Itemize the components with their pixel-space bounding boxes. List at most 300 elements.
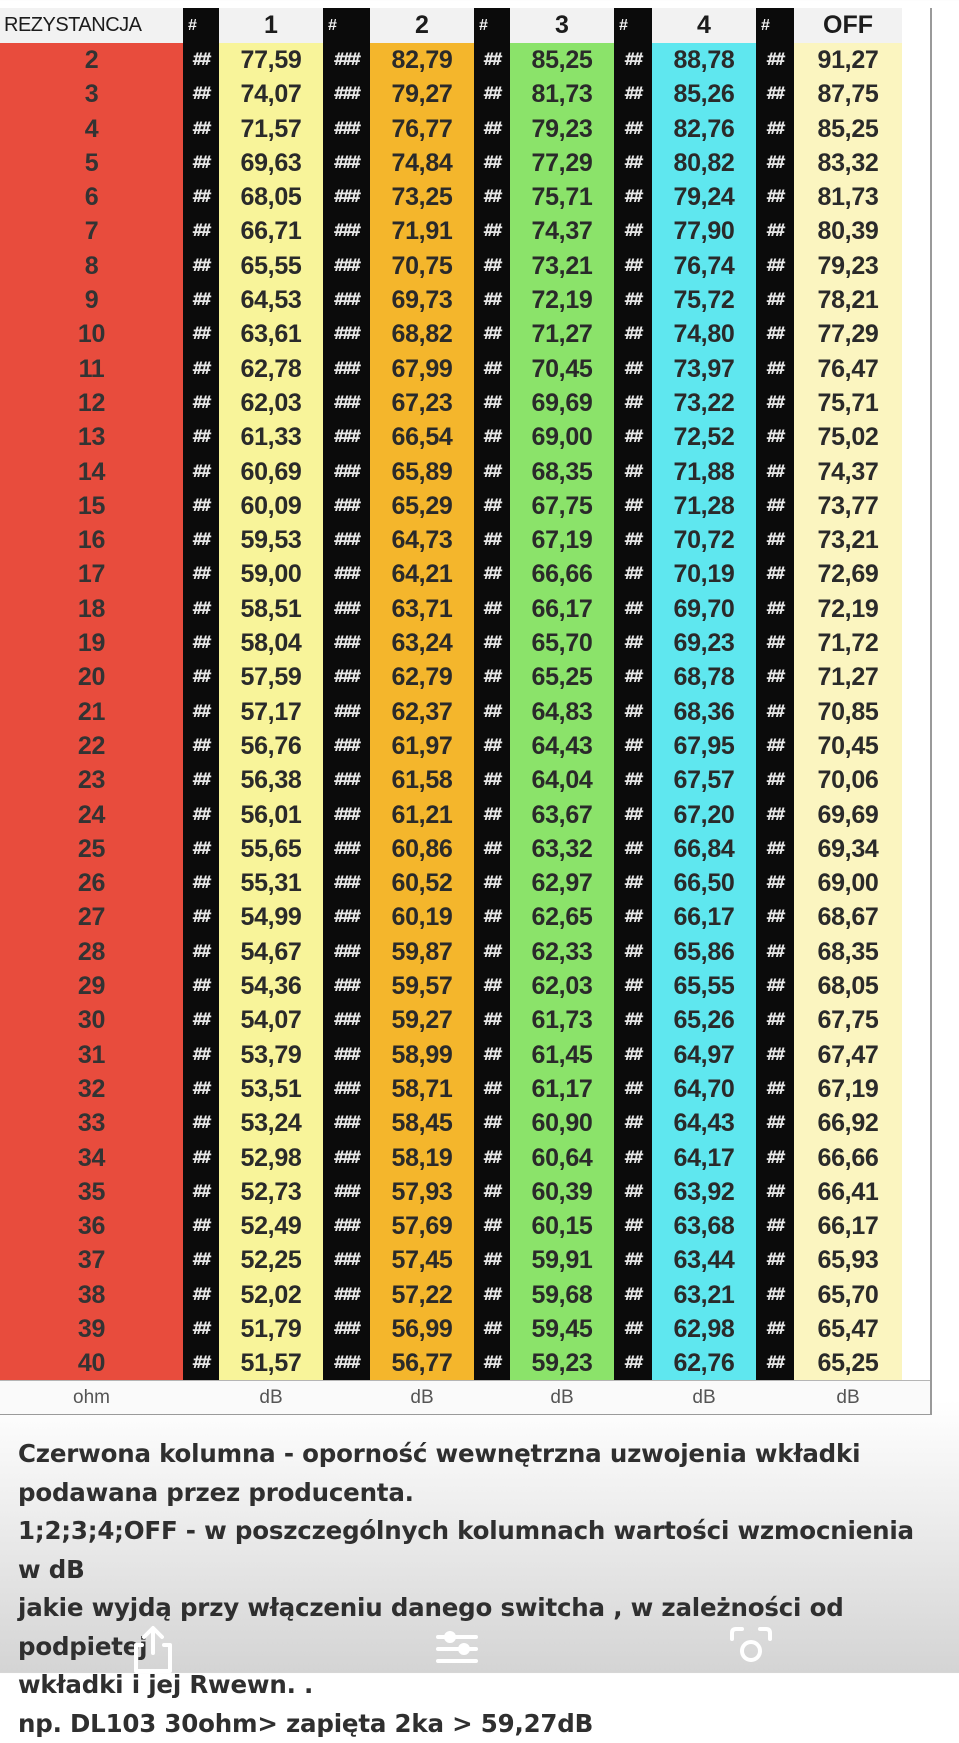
overflow-cell: ## <box>616 523 650 557</box>
overflow-cell: ## <box>185 660 217 694</box>
gain-cell: 67,75 <box>510 489 614 523</box>
overflow-cell: ## <box>758 969 792 1003</box>
gain-cell: 77,90 <box>652 214 756 248</box>
gain-cell: 80,39 <box>794 214 902 248</box>
gain-cell: 67,99 <box>370 352 474 386</box>
lens-icon[interactable] <box>726 1623 776 1673</box>
gain-cell: 72,19 <box>794 592 902 626</box>
overflow-cell: ## <box>476 283 508 317</box>
overflow-cell: ## <box>616 626 650 660</box>
gain-cell: 65,25 <box>510 660 614 694</box>
gain-cell: 75,71 <box>794 386 902 420</box>
overflow-cell: ## <box>476 832 508 866</box>
gain-cell: 68,78 <box>652 660 756 694</box>
gain-cell: 79,23 <box>794 249 902 283</box>
gain-cell: 57,69 <box>370 1209 474 1243</box>
overflow-cell: ## <box>616 283 650 317</box>
gain-cell: 63,32 <box>510 832 614 866</box>
gain-cell: 61,17 <box>510 1072 614 1106</box>
overflow-cell: ## <box>185 1003 217 1037</box>
column-divider <box>217 8 219 1380</box>
gain-cell: 65,93 <box>794 1243 902 1277</box>
overflow-cell: ## <box>758 1278 792 1312</box>
gain-cell: 60,90 <box>510 1106 614 1140</box>
gain-cell: 62,78 <box>219 352 323 386</box>
overflow-cell: ## <box>758 1072 792 1106</box>
gain-cell: 60,52 <box>370 866 474 900</box>
gain-cell: 69,70 <box>652 592 756 626</box>
gain-cell: 85,25 <box>510 43 614 77</box>
overflow-cell: ## <box>476 866 508 900</box>
overflow-cell: ## <box>185 695 217 729</box>
table-grid <box>0 8 930 1380</box>
overflow-cell: ## <box>185 146 217 180</box>
overflow-cell: ## <box>758 557 792 591</box>
overflow-cell: ## <box>185 1346 217 1380</box>
resistance-cell: 17 <box>0 557 183 591</box>
overflow-cell: ## <box>185 386 217 420</box>
overflow-column <box>185 8 217 1380</box>
overflow-cell: ## <box>185 489 217 523</box>
resistance-cell: 30 <box>0 1003 183 1037</box>
overflow-cell: ### <box>325 798 368 832</box>
column-divider <box>368 8 370 1380</box>
overflow-cell: ## <box>476 1346 508 1380</box>
overflow-cell: ## <box>476 420 508 454</box>
overflow-cell: ## <box>476 1312 508 1346</box>
gain-cell: 59,45 <box>510 1312 614 1346</box>
gain-cell: 67,23 <box>370 386 474 420</box>
overflow-cell: ## <box>758 695 792 729</box>
gain-cell: 68,36 <box>652 695 756 729</box>
overflow-cell: ### <box>325 1243 368 1277</box>
gain-cell: 66,66 <box>794 1141 902 1175</box>
gain-cell: 61,97 <box>370 729 474 763</box>
overflow-cell: ## <box>616 180 650 214</box>
gain-cell: 58,45 <box>370 1106 474 1140</box>
gain-cell: 53,51 <box>219 1072 323 1106</box>
gain-cell: 67,20 <box>652 798 756 832</box>
gain-cell: 62,76 <box>652 1346 756 1380</box>
gain-cell: 81,73 <box>510 77 614 111</box>
gain-cell: 64,73 <box>370 523 474 557</box>
gain-cell: 68,35 <box>794 935 902 969</box>
gain-cell: 52,73 <box>219 1175 323 1209</box>
column-1 <box>219 8 323 1380</box>
overflow-cell: ## <box>476 112 508 146</box>
gain-cell: 74,84 <box>370 146 474 180</box>
resistance-cell: 4 <box>0 112 183 146</box>
gain-cell: 54,99 <box>219 900 323 934</box>
gain-cell: 69,69 <box>794 798 902 832</box>
gain-cell: 64,04 <box>510 763 614 797</box>
gain-cell: 65,55 <box>219 249 323 283</box>
overflow-cell: ### <box>325 455 368 489</box>
resistance-cell: 7 <box>0 214 183 248</box>
resistance-cell: 32 <box>0 1072 183 1106</box>
overflow-cell: ## <box>185 1141 217 1175</box>
overflow-cell: ## <box>758 1175 792 1209</box>
column-divider <box>474 8 476 1380</box>
gain-cell: 66,71 <box>219 214 323 248</box>
gain-cell: 60,86 <box>370 832 474 866</box>
overflow-cell: ## <box>185 352 217 386</box>
overflow-cell: ## <box>476 146 508 180</box>
overflow-cell: ## <box>476 1141 508 1175</box>
overflow-header: # <box>758 8 792 43</box>
gain-cell: 52,49 <box>219 1209 323 1243</box>
overflow-header: # <box>185 8 217 43</box>
gain-cell: 55,65 <box>219 832 323 866</box>
unit-label: dB <box>510 1381 614 1414</box>
overflow-cell: ## <box>476 1106 508 1140</box>
overflow-cell: ## <box>185 523 217 557</box>
gain-cell: 54,67 <box>219 935 323 969</box>
gain-cell: 65,25 <box>794 1346 902 1380</box>
gain-cell: 64,83 <box>510 695 614 729</box>
overflow-cell: ## <box>758 1209 792 1243</box>
overflow-cell: ## <box>758 214 792 248</box>
overflow-cell: ### <box>325 695 368 729</box>
overflow-cell: ### <box>325 1346 368 1380</box>
overflow-cell: ## <box>616 1072 650 1106</box>
overflow-cell: ### <box>325 900 368 934</box>
gain-cell: 69,69 <box>510 386 614 420</box>
gain-cell: 65,55 <box>652 969 756 1003</box>
gain-cell: 59,00 <box>219 557 323 591</box>
resistance-cell: 39 <box>0 1312 183 1346</box>
overflow-cell: ## <box>616 112 650 146</box>
unit-label: ohm <box>0 1381 183 1414</box>
overflow-cell: ## <box>616 1038 650 1072</box>
gain-cell: 58,99 <box>370 1038 474 1072</box>
overflow-cell: ## <box>185 832 217 866</box>
overflow-cell: ## <box>185 420 217 454</box>
column-divider <box>650 8 652 1380</box>
gain-cell: 65,29 <box>370 489 474 523</box>
overflow-header: # <box>616 8 650 43</box>
gain-cell: 61,58 <box>370 763 474 797</box>
overflow-cell: ### <box>325 214 368 248</box>
gain-cell: 61,21 <box>370 798 474 832</box>
resistance-cell: 34 <box>0 1141 183 1175</box>
overflow-cell: ## <box>185 317 217 351</box>
resistance-cell: 2 <box>0 43 183 77</box>
resistance-cell: 9 <box>0 283 183 317</box>
overflow-cell: ## <box>758 77 792 111</box>
gain-cell: 82,79 <box>370 43 474 77</box>
note-line: Czerwona kolumna - oporność wewnętrzna uzwojenia wkładki <box>18 1435 943 1474</box>
gain-cell: 77,59 <box>219 43 323 77</box>
gain-cell: 69,00 <box>510 420 614 454</box>
overflow-cell: ## <box>185 900 217 934</box>
resistance-cell: 15 <box>0 489 183 523</box>
gain-cell: 66,41 <box>794 1175 902 1209</box>
resistance-cell: 12 <box>0 386 183 420</box>
resistance-cell: 16 <box>0 523 183 557</box>
gain-cell: 79,24 <box>652 180 756 214</box>
gain-cell: 72,52 <box>652 420 756 454</box>
overflow-cell: ## <box>758 1243 792 1277</box>
overflow-cell: ### <box>325 1312 368 1346</box>
gain-cell: 68,67 <box>794 900 902 934</box>
edit-adjust-icon[interactable] <box>432 1623 482 1673</box>
resistance-cell: 25 <box>0 832 183 866</box>
overflow-cell: ## <box>616 1209 650 1243</box>
overflow-cell: ### <box>325 1038 368 1072</box>
gain-cell: 62,33 <box>510 935 614 969</box>
explanation-note <box>18 1435 943 1743</box>
gain-cell: 65,86 <box>652 935 756 969</box>
gain-cell: 66,17 <box>794 1209 902 1243</box>
column-divider <box>183 8 185 1380</box>
overflow-cell: ## <box>616 1106 650 1140</box>
gain-cell: 64,43 <box>652 1106 756 1140</box>
overflow-cell: ## <box>758 249 792 283</box>
gain-cell: 76,47 <box>794 352 902 386</box>
gain-cell: 56,99 <box>370 1312 474 1346</box>
overflow-cell: ## <box>616 660 650 694</box>
gain-cell: 53,79 <box>219 1038 323 1072</box>
overflow-cell: ## <box>616 146 650 180</box>
overflow-cell: ## <box>616 1278 650 1312</box>
gain-cell: 91,27 <box>794 43 902 77</box>
overflow-cell: ## <box>185 1278 217 1312</box>
overflow-cell: ## <box>185 1209 217 1243</box>
overflow-cell: ## <box>476 523 508 557</box>
overflow-cell: ## <box>758 352 792 386</box>
resistance-cell: 36 <box>0 1209 183 1243</box>
unit-label: dB <box>794 1381 902 1414</box>
gain-cell: 59,23 <box>510 1346 614 1380</box>
gain-cell: 75,71 <box>510 180 614 214</box>
overflow-cell: ### <box>325 935 368 969</box>
overflow-cell: ## <box>616 386 650 420</box>
overflow-cell: ## <box>758 112 792 146</box>
overflow-cell: ## <box>758 1141 792 1175</box>
gain-cell: 63,92 <box>652 1175 756 1209</box>
resistance-cell: 5 <box>0 146 183 180</box>
gain-cell: 76,77 <box>370 112 474 146</box>
overflow-cell: ### <box>325 180 368 214</box>
overflow-cell: ### <box>325 832 368 866</box>
overflow-cell: ## <box>476 969 508 1003</box>
overflow-cell: ## <box>185 1038 217 1072</box>
gain-cell: 70,06 <box>794 763 902 797</box>
overflow-cell: ## <box>476 455 508 489</box>
gain-cell: 69,34 <box>794 832 902 866</box>
overflow-cell: ## <box>476 1038 508 1072</box>
gain-cell: 52,98 <box>219 1141 323 1175</box>
resistance-cell: 33 <box>0 1106 183 1140</box>
gain-cell: 87,75 <box>794 77 902 111</box>
gain-cell: 57,93 <box>370 1175 474 1209</box>
column-divider <box>756 8 758 1380</box>
resistance-cell: 22 <box>0 729 183 763</box>
gain-cell: 66,54 <box>370 420 474 454</box>
overflow-column <box>476 8 508 1380</box>
overflow-cell: ## <box>758 592 792 626</box>
overflow-cell: ## <box>476 317 508 351</box>
gain-cell: 57,17 <box>219 695 323 729</box>
resistance-cell: 13 <box>0 420 183 454</box>
gain-cell: 63,24 <box>370 626 474 660</box>
gain-cell: 56,77 <box>370 1346 474 1380</box>
overflow-cell: ## <box>185 214 217 248</box>
overflow-cell: ## <box>616 798 650 832</box>
resistance-cell: 27 <box>0 900 183 934</box>
overflow-cell: ## <box>616 1003 650 1037</box>
overflow-cell: ## <box>758 660 792 694</box>
overflow-cell: ## <box>758 523 792 557</box>
gain-cell: 58,51 <box>219 592 323 626</box>
overflow-cell: ## <box>476 729 508 763</box>
resistance-cell: 38 <box>0 1278 183 1312</box>
gain-cell: 66,84 <box>652 832 756 866</box>
overflow-cell: ## <box>476 489 508 523</box>
gain-cell: 67,19 <box>510 523 614 557</box>
gain-cell: 79,27 <box>370 77 474 111</box>
gain-cell: 64,21 <box>370 557 474 591</box>
gain-cell: 59,27 <box>370 1003 474 1037</box>
gain-cell: 58,71 <box>370 1072 474 1106</box>
overflow-cell: ## <box>185 43 217 77</box>
resistance-cell: 21 <box>0 695 183 729</box>
overflow-cell: ### <box>325 386 368 420</box>
gain-cell: 73,22 <box>652 386 756 420</box>
resistance-cell: 19 <box>0 626 183 660</box>
gain-cell: 60,09 <box>219 489 323 523</box>
gain-cell: 54,36 <box>219 969 323 1003</box>
overflow-cell: ## <box>616 489 650 523</box>
overflow-cell: ## <box>616 832 650 866</box>
gain-cell: 77,29 <box>510 146 614 180</box>
gain-cell: 66,17 <box>652 900 756 934</box>
gain-cell: 59,53 <box>219 523 323 557</box>
gain-cell: 65,70 <box>510 626 614 660</box>
gain-cell: 75,72 <box>652 283 756 317</box>
overflow-cell: ## <box>476 798 508 832</box>
gain-cell: 65,70 <box>794 1278 902 1312</box>
gain-cell: 56,38 <box>219 763 323 797</box>
overflow-cell: ## <box>185 729 217 763</box>
gain-cell: 51,79 <box>219 1312 323 1346</box>
overflow-cell: ## <box>616 557 650 591</box>
gain-cell: 62,97 <box>510 866 614 900</box>
gain-cell: 64,17 <box>652 1141 756 1175</box>
resistance-cell: 6 <box>0 180 183 214</box>
overflow-column <box>758 8 792 1380</box>
gain-cell: 59,91 <box>510 1243 614 1277</box>
note-line: 1;2;3;4;OFF - w poszczególnych kolumnach wartości wzmocnienia w dB <box>18 1512 943 1589</box>
gain-cell: 63,44 <box>652 1243 756 1277</box>
gain-cell: 70,45 <box>510 352 614 386</box>
overflow-cell: ### <box>325 1278 368 1312</box>
gain-cell: 62,37 <box>370 695 474 729</box>
overflow-cell: ## <box>616 1346 650 1380</box>
overflow-cell: ## <box>185 1175 217 1209</box>
gain-cell: 77,29 <box>794 317 902 351</box>
gain-cell: 63,68 <box>652 1209 756 1243</box>
overflow-header: # <box>476 8 508 43</box>
gain-cell: 71,91 <box>370 214 474 248</box>
gain-cell: 71,28 <box>652 489 756 523</box>
column-header: OFF <box>794 8 902 43</box>
gain-cell: 68,05 <box>794 969 902 1003</box>
overflow-cell: ## <box>758 626 792 660</box>
resistance-cell: 37 <box>0 1243 183 1277</box>
gain-cell: 70,85 <box>794 695 902 729</box>
overflow-cell: ## <box>616 352 650 386</box>
gain-cell: 69,23 <box>652 626 756 660</box>
overflow-cell: ## <box>758 1346 792 1380</box>
overflow-cell: ### <box>325 1141 368 1175</box>
overflow-cell: ### <box>325 43 368 77</box>
gain-cell: 61,73 <box>510 1003 614 1037</box>
overflow-cell: ## <box>185 77 217 111</box>
overflow-cell: ## <box>616 455 650 489</box>
overflow-cell: ## <box>476 1003 508 1037</box>
overflow-cell: ### <box>325 112 368 146</box>
column-divider <box>792 8 794 1380</box>
overflow-cell: ## <box>758 1312 792 1346</box>
spreadsheet-table <box>0 8 932 1415</box>
resistance-cell: 31 <box>0 1038 183 1072</box>
overflow-cell: ## <box>476 43 508 77</box>
overflow-cell: ## <box>616 866 650 900</box>
overflow-cell: ## <box>758 420 792 454</box>
column-header: REZYSTANCJA <box>0 8 183 43</box>
overflow-cell: ## <box>758 386 792 420</box>
overflow-cell: ## <box>616 1175 650 1209</box>
gain-cell: 65,47 <box>794 1312 902 1346</box>
gain-cell: 63,21 <box>652 1278 756 1312</box>
overflow-cell: ## <box>476 214 508 248</box>
gain-cell: 67,95 <box>652 729 756 763</box>
overflow-header: # <box>325 8 368 43</box>
gain-cell: 61,45 <box>510 1038 614 1072</box>
overflow-cell: ## <box>758 283 792 317</box>
unit-label: dB <box>652 1381 756 1414</box>
overflow-cell: ## <box>616 969 650 1003</box>
column-divider <box>508 8 510 1380</box>
gain-cell: 69,00 <box>794 866 902 900</box>
column-4 <box>652 8 756 1380</box>
unit-label: dB <box>370 1381 474 1414</box>
overflow-cell: ### <box>325 557 368 591</box>
gain-cell: 67,57 <box>652 763 756 797</box>
resistance-cell: 35 <box>0 1175 183 1209</box>
gain-cell: 64,97 <box>652 1038 756 1072</box>
overflow-cell: ## <box>616 729 650 763</box>
gain-cell: 59,87 <box>370 935 474 969</box>
share-icon[interactable] <box>128 1623 178 1673</box>
overflow-cell: ## <box>185 1106 217 1140</box>
gain-cell: 69,63 <box>219 146 323 180</box>
overflow-cell: ### <box>325 626 368 660</box>
overflow-cell: ### <box>325 317 368 351</box>
column-off <box>794 8 902 1380</box>
overflow-cell: ## <box>476 592 508 626</box>
overflow-cell: ### <box>325 420 368 454</box>
gain-cell: 52,02 <box>219 1278 323 1312</box>
gain-cell: 60,64 <box>510 1141 614 1175</box>
gain-cell: 73,21 <box>794 523 902 557</box>
gain-cell: 54,07 <box>219 1003 323 1037</box>
resistance-cell: 20 <box>0 660 183 694</box>
column-header: 2 <box>370 8 474 43</box>
gain-cell: 63,61 <box>219 317 323 351</box>
